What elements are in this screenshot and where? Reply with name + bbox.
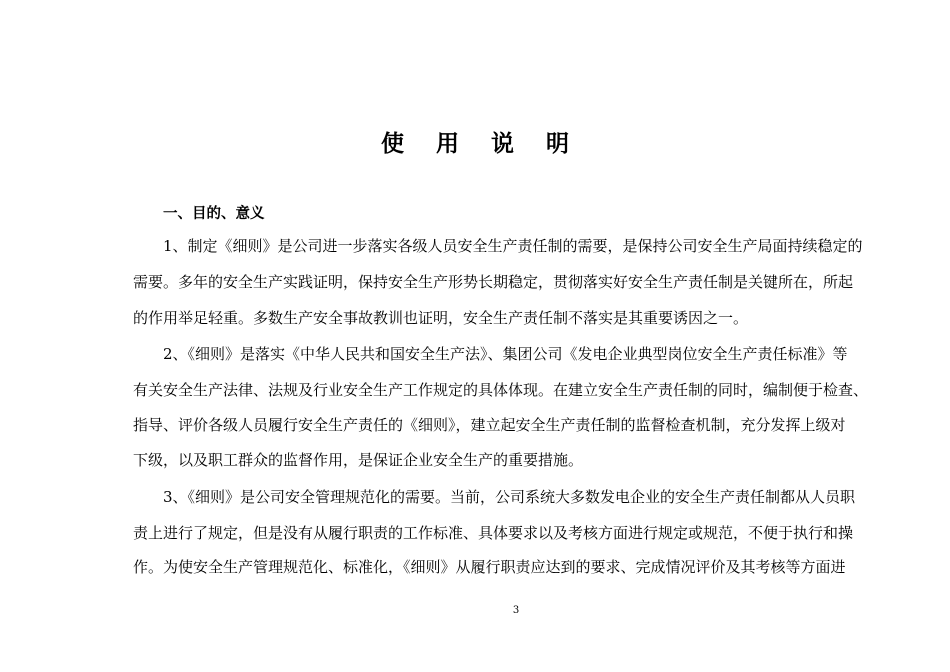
- paragraph-3-line-2: 责上进行了规定，但是没有从履行职责的工作标准、具体要求以及考核方面进行规定或规范，不便于执行和操: [133, 524, 854, 542]
- paragraph-3-line-1: 3、《细则》是公司安全管理规范化的需要。当前，公司系统大多数发电企业的安全生产责任制都从人员职: [163, 488, 856, 506]
- paragraph-2-line-4: 下级，以及职工群众的监督作用，是保证企业安全生产的重要措施。: [133, 451, 584, 469]
- paragraph-3-line-3: 作。为使安全生产管理规范化、标准化，《细则》从履行职责应达到的要求、完成情况评价及其考核等方面进: [133, 558, 846, 576]
- paragraph-1-line-2: 需要。多年的安全生产实践证明，保持安全生产形势长期稳定，贯彻落实好安全生产责任制是关键所在，所起: [133, 273, 854, 291]
- paragraph-2-line-1: 2、《细则》是落实《中华人民共和国安全生产法》、集团公司《发电企业典型岗位安全生产责任标准》等: [163, 345, 848, 363]
- section-heading: 一、目的、意义: [163, 205, 265, 222]
- paragraph-1-line-1: 1、制定《细则》是公司进一步落实各级人员安全生产责任制的需要，是保持公司安全生产局面持续稳定的: [163, 237, 863, 255]
- paragraph-1-line-3: 的作用举足轻重。多数生产安全事故教训也证明，安全生产责任制不落实是其重要诱因之一。: [133, 309, 749, 327]
- page-number: 3: [512, 605, 520, 616]
- paragraph-2-line-3: 指导、评价各级人员履行安全生产责任的《细则》，建立起安全生产责任制的监督检查机制，充分发挥上级对: [133, 416, 846, 434]
- paragraph-2-line-2: 有关安全生产法律、法规及行业安全生产工作规定的具体体现。在建立安全生产责任制的同时，编制便于检查、: [133, 381, 869, 399]
- page-title: 使 用 说 明: [380, 130, 582, 157]
